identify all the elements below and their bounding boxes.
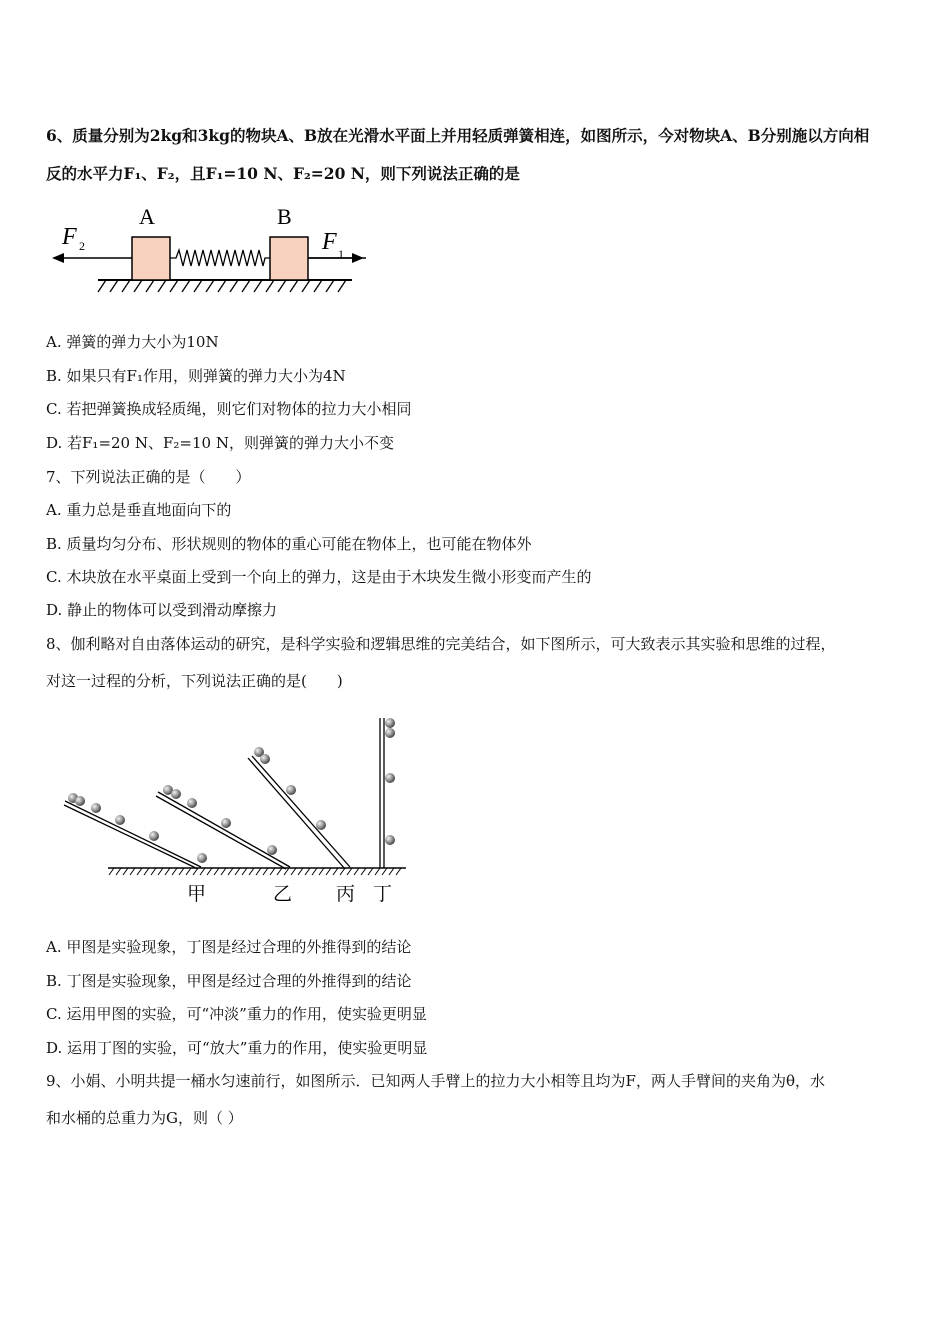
incline-yi bbox=[156, 785, 290, 869]
block-a bbox=[132, 237, 170, 280]
incline-ding bbox=[380, 718, 395, 868]
label-f1-sub: 1 bbox=[338, 247, 344, 261]
label-f2: F bbox=[62, 224, 77, 250]
incline-bing bbox=[248, 747, 350, 869]
ball bbox=[385, 718, 395, 728]
q7-stem: 7、下列说法正确的是（ ） bbox=[46, 468, 251, 486]
label-ding: 丁 bbox=[373, 884, 393, 905]
ground-hatching bbox=[98, 280, 346, 292]
ball bbox=[286, 785, 296, 795]
q8-option-a: A. 甲图是实验现象，丁图是经过合理的外推得到的结论 bbox=[46, 938, 412, 956]
spring bbox=[170, 250, 270, 266]
ball bbox=[187, 798, 197, 808]
q9-stem-line1: 9、小娟、小明共提一桶水匀速前行，如图所示．已知两人手臂上的拉力大小相等且均为F，两人手臂间的夹角为θ，水 bbox=[46, 1072, 825, 1090]
q8-option-d: D. 运用丁图的实验，可“放大”重力的作用，使实验更明显 bbox=[46, 1039, 428, 1057]
ball bbox=[385, 728, 395, 738]
ball bbox=[197, 853, 207, 863]
q9-stem-line2: 和水桶的总重力为G，则（ ） bbox=[46, 1109, 243, 1127]
q7-option-a: A. 重力总是垂直地面向下的 bbox=[46, 501, 232, 519]
incline-jia bbox=[64, 793, 207, 869]
ball bbox=[267, 845, 277, 855]
q7-option-c: C. 木块放在水平桌面上受到一个向上的弹力，这是由于木块发生微小形变而产生的 bbox=[46, 568, 592, 586]
label-a: A bbox=[139, 204, 155, 229]
label-jia: 甲 bbox=[187, 884, 207, 905]
ball bbox=[260, 754, 270, 764]
q7-option-d: D. 静止的物体可以受到滑动摩擦力 bbox=[46, 601, 278, 619]
block-b bbox=[270, 237, 308, 280]
q6-option-a: A. 弹簧的弹力大小为10N bbox=[46, 333, 219, 351]
label-f2-sub: 2 bbox=[79, 239, 85, 253]
galileo-incline-figure bbox=[56, 712, 416, 912]
ball bbox=[385, 773, 395, 783]
ball bbox=[385, 835, 395, 845]
q6-option-b: B. 如果只有F₁作用，则弹簧的弹力大小为4N bbox=[46, 367, 346, 385]
q6-option-d: D. 若F₁=20 N、F₂=10 N，则弹簧的弹力大小不变 bbox=[46, 434, 394, 452]
q8-stem-line1: 8、伽利略对自由落体运动的研究，是科学实验和逻辑思维的完美结合，如下图所示，可大致表示其实验和思维的过程， bbox=[46, 635, 836, 653]
q6-stem-line1: 6、质量分别为2kg和3kg的物块A、B放在光滑水平面上并用轻质弹簧相连，如图所示，今对物块A、B分别施以方向相 bbox=[46, 126, 870, 145]
label-f1: F bbox=[322, 229, 337, 255]
q6-option-c: C. 若把弹簧换成轻质绳，则它们对物体的拉力大小相同 bbox=[46, 400, 412, 418]
ball bbox=[316, 820, 326, 830]
q7-option-b: B. 质量均匀分布、形状规则的物体的重心可能在物体上，也可能在物体外 bbox=[46, 535, 532, 553]
ball bbox=[171, 789, 181, 799]
f2-arrowhead bbox=[52, 253, 64, 263]
ground-hatching bbox=[109, 868, 401, 875]
spring-blocks-figure bbox=[46, 200, 366, 300]
ball bbox=[115, 815, 125, 825]
ball bbox=[221, 818, 231, 828]
q8-option-c: C. 运用甲图的实验，可“冲淡”重力的作用，使实验更明显 bbox=[46, 1005, 427, 1023]
q8-stem-line2: 对这一过程的分析，下列说法正确的是( ) bbox=[46, 672, 343, 690]
ball bbox=[91, 803, 101, 813]
label-b: B bbox=[277, 204, 292, 229]
label-bing: 丙 bbox=[336, 884, 356, 905]
label-yi: 乙 bbox=[273, 884, 293, 905]
q8-option-b: B. 丁图是实验现象，甲图是经过合理的外推得到的结论 bbox=[46, 972, 412, 990]
q6-stem-line2: 反的水平力F₁、F₂，且F₁=10 N、F₂=20 N，则下列说法正确的是 bbox=[46, 164, 520, 183]
ball bbox=[149, 831, 159, 841]
ball bbox=[75, 796, 85, 806]
